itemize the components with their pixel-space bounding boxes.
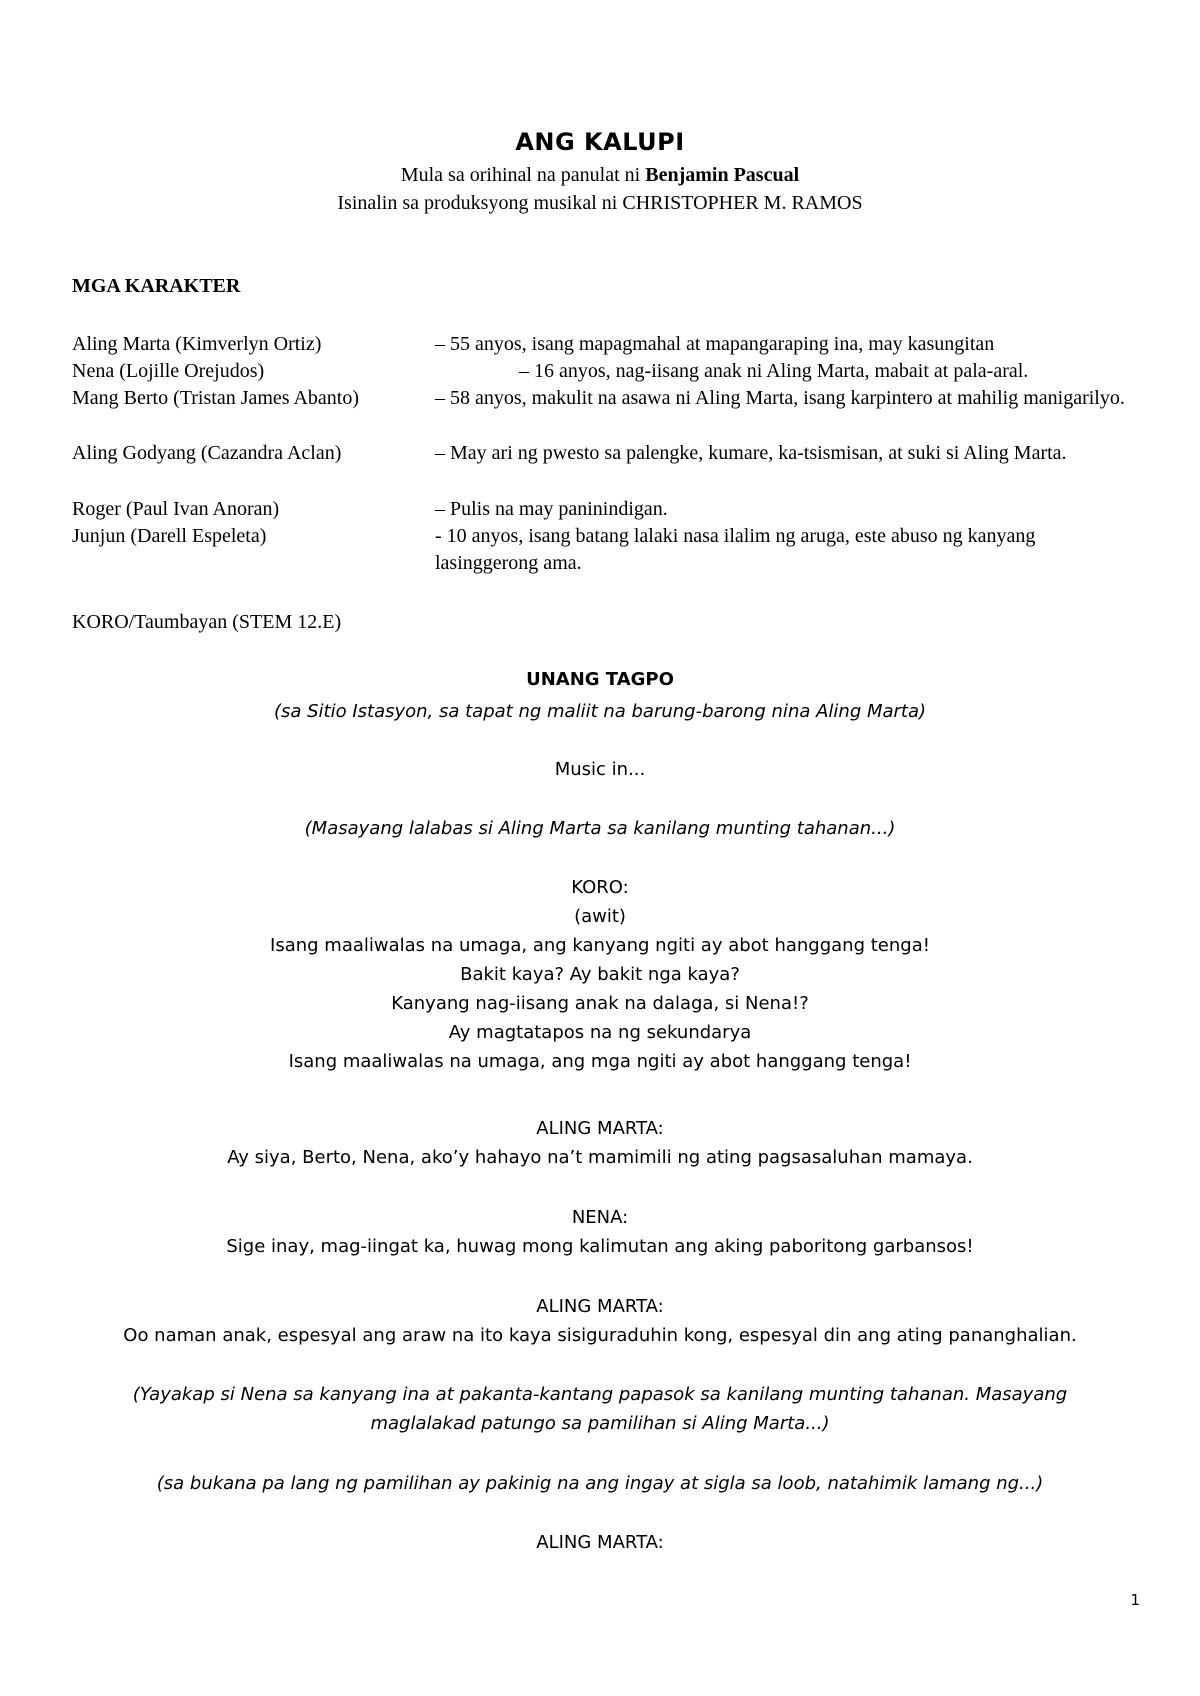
- character-name: Junjun (Darell Espeleta): [72, 525, 267, 547]
- song-lyrics: [72, 931, 1128, 1076]
- adaptation-line: Isinalin sa produksyong musikal ni CHRISTOPHER M. RAMOS: [337, 192, 863, 214]
- scene-heading: UNANG TAGPO: [526, 669, 674, 690]
- document-title: ANG KALUPI: [515, 128, 685, 156]
- page-number: 1: [1130, 1591, 1140, 1609]
- character-name: Aling Marta (Kimverlyn Ortiz): [72, 333, 322, 355]
- dialogue-line: Oo naman anak, espesyal ang araw na ito kaya sisiguraduhin kong, espesyal din ang ating pananghalian.: [123, 1325, 1077, 1346]
- character-description: – Pulis na may paninindigan.: [435, 498, 668, 520]
- dialogue-line: Ay siya, Berto, Nena, ako’y hahayo na’t mamimili ng ating pagsasaluhan mamaya.: [227, 1147, 973, 1168]
- speaker-label: ALING MARTA:: [536, 1296, 664, 1317]
- speaker-label: ALING MARTA:: [536, 1118, 664, 1139]
- subtitle-line: [0, 164, 1200, 187]
- character-name: Mang Berto (Tristan James Abanto): [72, 387, 360, 409]
- lyric-line: Bakit kaya? Ay bakit nga kaya?: [460, 964, 740, 985]
- lyric-line: Kanyang nag-iisang anak na dalaga, si Nena!?: [391, 993, 809, 1014]
- speaker-label: KORO:: [571, 877, 629, 898]
- lyric-line: Ay magtatapos na ng sekundarya: [448, 1022, 752, 1043]
- subtitle-prefix: Mula sa orihinal na panulat ni: [400, 164, 646, 186]
- character-name: Aling Godyang (Cazandra Aclan): [72, 442, 342, 464]
- character-name: Nena (Lojille Orejudos): [72, 360, 265, 382]
- stage-direction: (Yayakap si Nena sa kanyang ina at pakanta-kantang papasok sa kanilang munting tahanan. Masayang maglalakad patungo sa pamilihan si Aling Marta...): [132, 1384, 1068, 1434]
- lyric-line: Isang maaliwalas na umaga, ang kanyang ngiti ay abot hanggang tenga!: [270, 935, 930, 956]
- stage-direction: (Masayang lalabas si Aling Marta sa kanilang munting tahanan...): [304, 818, 896, 839]
- stage-direction: (sa bukana pa lang ng pamilihan ay pakinig na ang ingay at sigla sa loob, natahimik lamang ng...): [156, 1473, 1044, 1494]
- lyric-line: Isang maaliwalas na umaga, ang mga ngiti ay abot hanggang tenga!: [288, 1051, 912, 1072]
- speaker-label: ALING MARTA:: [536, 1532, 664, 1553]
- performance-note: (awit): [574, 906, 626, 927]
- character-name: Roger (Paul Ivan Anoran): [72, 498, 280, 520]
- character-description: – 16 anyos, nag-iisang anak ni Aling Marta, mabait at pala-aral.: [519, 360, 1029, 382]
- character-description: – 55 anyos, isang mapagmahal at mapangaraping ina, may kasungitan: [435, 333, 995, 355]
- character-description: – May ari ng pwesto sa palengke, kumare, ka-tsismisan, at suki si Aling Marta.: [435, 442, 1067, 464]
- speaker-label: NENA:: [571, 1207, 629, 1228]
- characters-heading: MGA KARAKTER: [72, 275, 241, 297]
- character-description: – 58 anyos, makulit na asawa ni Aling Marta, isang karpintero at mahilig manigarilyo.: [435, 387, 1125, 409]
- character-description: - 10 anyos, isang batang lalaki nasa ilalim ng aruga, este abuso ng kanyang lasinggerong ama.: [435, 525, 1036, 574]
- scene-setting: (sa Sitio Istasyon, sa tapat ng maliit na barung-barong nina Aling Marta): [273, 701, 927, 722]
- subtitle-author: Benjamin Pascual: [645, 164, 800, 186]
- music-cue: Music in...: [554, 759, 646, 780]
- dialogue-line: Sige inay, mag-iingat ka, huwag mong kalimutan ang aking paboritong garbansos!: [226, 1236, 974, 1257]
- chorus-credit: KORO/Taumbayan (STEM 12.E): [72, 611, 342, 633]
